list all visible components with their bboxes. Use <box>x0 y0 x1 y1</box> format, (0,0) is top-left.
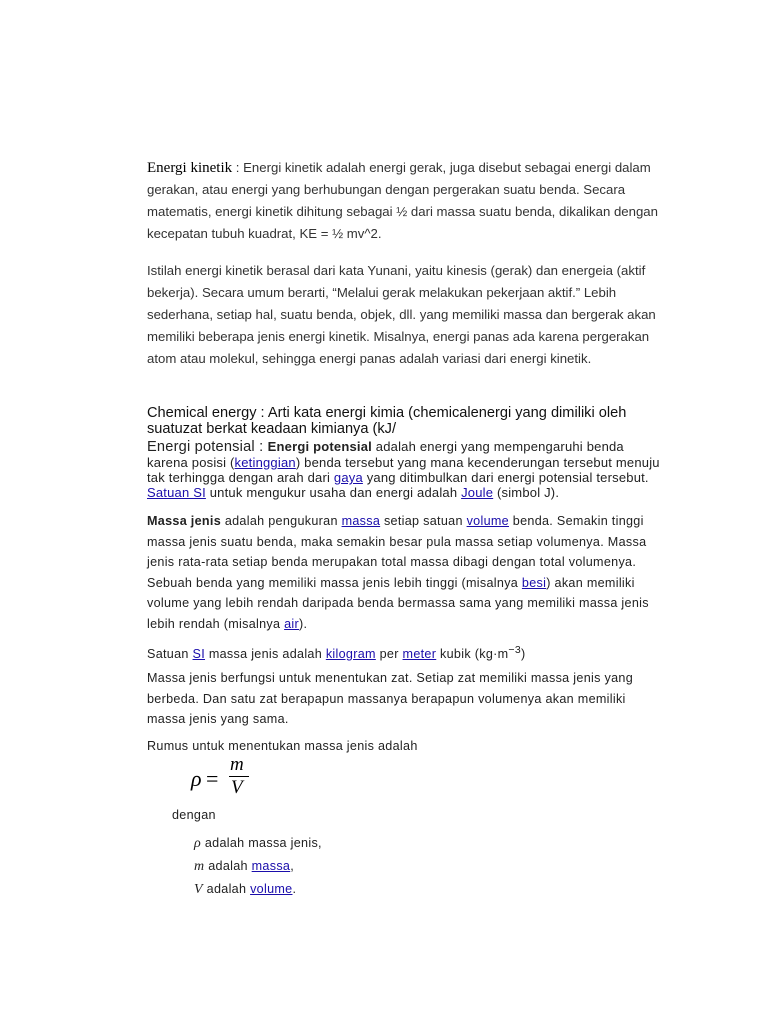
potential-text: (simbol J). <box>493 485 560 500</box>
link-gaya[interactable]: gaya <box>333 470 363 485</box>
definition-item <box>194 855 322 878</box>
potential-energy-term: Energi potensial <box>267 439 372 454</box>
definition-text: adalah <box>202 882 251 896</box>
chemical-energy-paragraph: Chemical energy : Arti kata energi kimia (chemicalenergi yang dimiliki oleh suatuzat berkat keadaan kimianya (kJ/ <box>147 405 627 437</box>
variable-definitions <box>194 832 322 901</box>
density-term: Massa jenis <box>147 514 222 528</box>
definition-text: adalah <box>204 859 252 873</box>
kinetic-separator: : <box>232 160 244 175</box>
si-text: ) <box>521 647 526 662</box>
link-satuan-si[interactable]: Satuan SI <box>147 485 206 500</box>
si-text: massa jenis adalah <box>205 647 326 662</box>
si-exponent: −3 <box>508 644 521 656</box>
density-text: setiap satuan <box>380 514 467 528</box>
link-volume[interactable]: volume <box>466 514 509 528</box>
density-paragraph <box>147 511 662 634</box>
dengan-label: dengan <box>172 808 216 822</box>
potential-energy-lead: Energi potensial : <box>147 439 268 455</box>
potential-energy-paragraph <box>147 439 662 500</box>
si-text: Satuan <box>147 647 193 662</box>
formula-rho: ρ <box>191 766 202 791</box>
link-massa-def[interactable]: massa <box>251 859 291 873</box>
potential-text: yang ditimbulkan dari energi potensial tersebut. <box>362 470 649 485</box>
link-air[interactable]: air <box>284 616 300 631</box>
formula-equals: = <box>206 766 219 791</box>
link-massa[interactable]: massa <box>341 514 381 528</box>
link-meter[interactable]: meter <box>402 647 437 662</box>
link-volume-def[interactable]: volume <box>250 882 293 896</box>
link-ketinggian[interactable]: ketinggian <box>234 455 296 470</box>
definition-symbol: m <box>194 859 205 874</box>
definition-symbol: V <box>194 882 203 897</box>
formula-numerator: m <box>230 754 244 775</box>
link-besi[interactable]: besi <box>521 575 547 590</box>
definition-end: , <box>290 859 295 873</box>
density-text: ). <box>299 616 308 631</box>
density-text: benda. Semakin tinggi massa jenis suatu benda, maka semakin besar pula massa setiap volumenya. Massa jenis rata-rata setiap benda merupakan total massa dibagi dengan total volumenya. Sebuah benda yang memiliki massa jenis lebih tinggi (misalnya <box>147 514 647 590</box>
formula-denominator: V <box>231 777 243 798</box>
si-text: kubik (kg·m <box>436 647 509 662</box>
definition-end: . <box>292 882 297 896</box>
definition-text: adalah massa jenis, <box>201 836 322 850</box>
kinetic-energy-text: Energi kinetik adalah energi gerak, juga disebut sebagai energi dalam gerakan, atau energi yang berhubungan dengan pergerakan suatu benda. Secara matematis, energi kinetik dihitung sebagai ½ dari massa suatu benda, dikalikan dengan kecepatan tubuh kuadrat, KE = ½ mv^2. <box>147 160 658 241</box>
potential-text: adalah energi yang mempengaruhi benda karena posisi ( <box>147 439 624 470</box>
si-unit-paragraph <box>147 640 662 664</box>
kinetic-energy-paragraph <box>147 157 662 245</box>
definition-item <box>194 832 322 855</box>
si-text: per <box>375 647 403 662</box>
density-text: adalah pengukuran <box>221 514 342 528</box>
definition-item <box>194 878 322 901</box>
density-text: ) akan memiliki volume yang lebih rendah daripada benda bermassa sama yang memiliki massa jenis lebih rendah (misalnya <box>147 575 649 631</box>
potential-text: untuk mengukur usaha dan energi adalah <box>205 485 462 500</box>
kinetic-energy-term: Energi kinetik <box>147 160 233 176</box>
potential-text: ) benda tersebut yang mana kecenderungan tersebut menuju tak terhingga dengan arah dari <box>147 455 660 485</box>
definition-symbol: ρ <box>194 836 202 851</box>
link-kilogram[interactable]: kilogram <box>325 647 376 662</box>
link-si[interactable]: SI <box>192 647 206 662</box>
link-joule[interactable]: Joule <box>461 485 494 500</box>
kinetic-etymology-paragraph: Istilah energi kinetik berasal dari kata Yunani, yaitu kinesis (gerak) dan energeia (aktif bekerja). Secara umum berarti, “Melalui gerak melakukan pekerjaan aktif.” Lebih sederhana, setiap hal, suatu benda, objek, dll. yang memiliki massa dan bergerak akan memiliki beberapa jenis energi kinetik. Misalnya, energi panas ada karena pergerakan atom atau molekul, sehingga energi panas adalah variasi dari energi kinetik. <box>147 263 656 366</box>
formula-intro: Rumus untuk menentukan massa jenis adalah <box>147 739 418 753</box>
density-function-paragraph: Massa jenis berfungsi untuk menentukan zat. Setiap zat memiliki massa jenis yang berbeda. Dan satu zat berapapun massanya berapapun volumenya akan memiliki massa jenis yang sama. <box>147 671 633 726</box>
